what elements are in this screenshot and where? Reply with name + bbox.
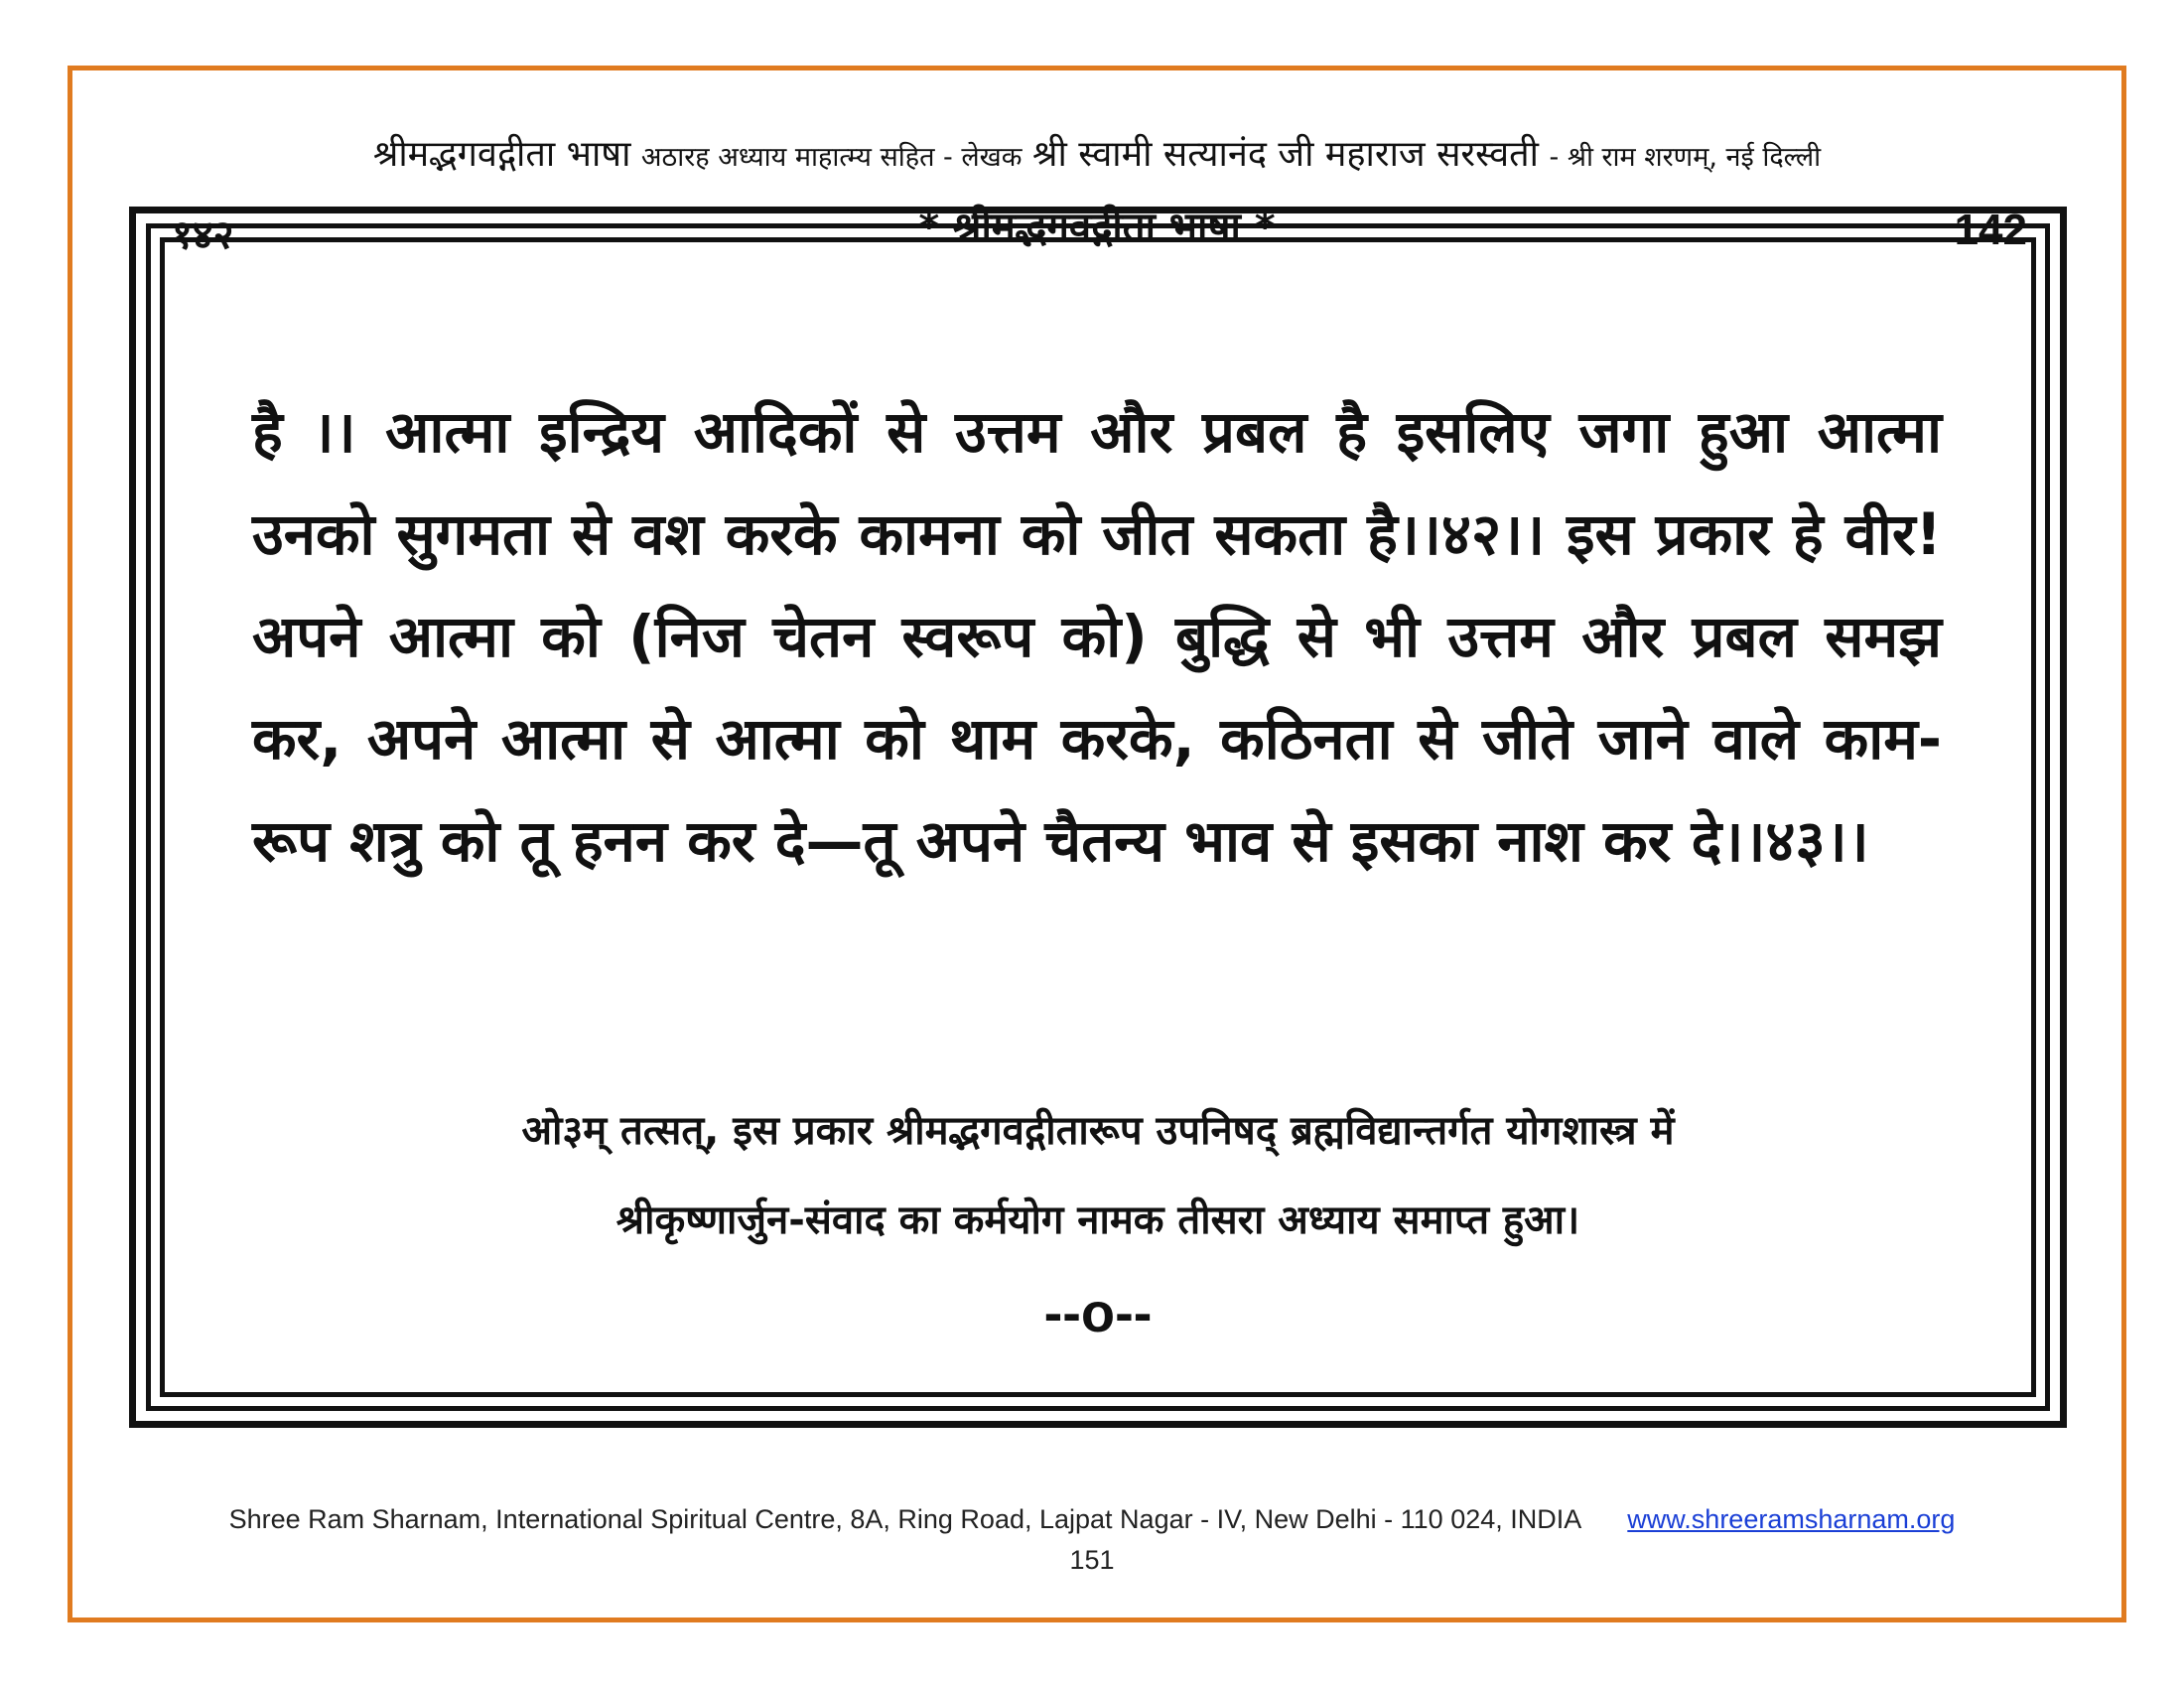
footer-address: Shree Ram Sharnam, International Spiritual Centre, 8A, Ring Road, Lajpat Nagar - IV, New Delhi - 110 024, INDIA — [228, 1504, 1580, 1534]
page-number-devanagari: १४२ — [172, 212, 234, 258]
publisher-name: - श्री राम शरणम्, नई दिल्ली — [1549, 142, 1822, 173]
colophon-line-1: ओ३म् तत्सत्, इस प्रकार श्रीमद्भगवद्गीतारूप उपनिषद् ब्रह्मविद्यान्तर्गत योगशास्त्र में — [521, 1108, 1675, 1154]
page-number: 142 — [1954, 206, 2027, 254]
author-name: श्री स्वामी सत्यानंद जी महाराज सरस्वती — [1032, 134, 1539, 175]
text-box-inner-rule — [160, 237, 2036, 1397]
website-link[interactable]: www.shreeramsharnam.org — [1627, 1504, 1956, 1534]
running-title: * श्रीमद्भगवद्गीता भाषा * — [918, 205, 1276, 250]
colophon-line-2: श्रीकृष्णार्जुन-संवाद का कर्मयोग नामक तीसरा अध्याय समाप्त हुआ। — [615, 1197, 1580, 1243]
document-header — [72, 128, 2121, 177]
footer — [0, 1504, 2184, 1535]
text-box — [129, 207, 2067, 1428]
book-subtitle: अठारह अध्याय माहात्म्य सहित - लेखक — [640, 142, 1023, 173]
end-mark: --o-- — [1043, 1281, 1153, 1343]
chapter-colophon — [165, 1086, 2031, 1265]
verse-text: है ।। आत्मा इन्द्रिय आदिकों से उत्तम और प्रबल है इसलिए जगा हुआ आत्मा उनको सुगमता से वश करके कामना को जीत सकता है।।४२।। इस प्रकार हे वीर! अपने आत्मा को (निज चेतन स्वरूप को) बुद्धि से भी उत्तम और प्रबल समझ कर, अपने आत्मा से आत्मा को थाम करके, कठिनता से जीते जाने वाले काम-रूप शत्रु को तू हनन कर दे—तू अपने चैतन्य भाव से इसका नाश कर दे।।४३।। — [252, 398, 1942, 875]
footer-page-number: 151 — [1069, 1545, 1115, 1575]
book-title: श्रीमद्भगवद्गीता भाषा — [372, 134, 631, 175]
text-box-middle-rule — [146, 223, 2050, 1411]
